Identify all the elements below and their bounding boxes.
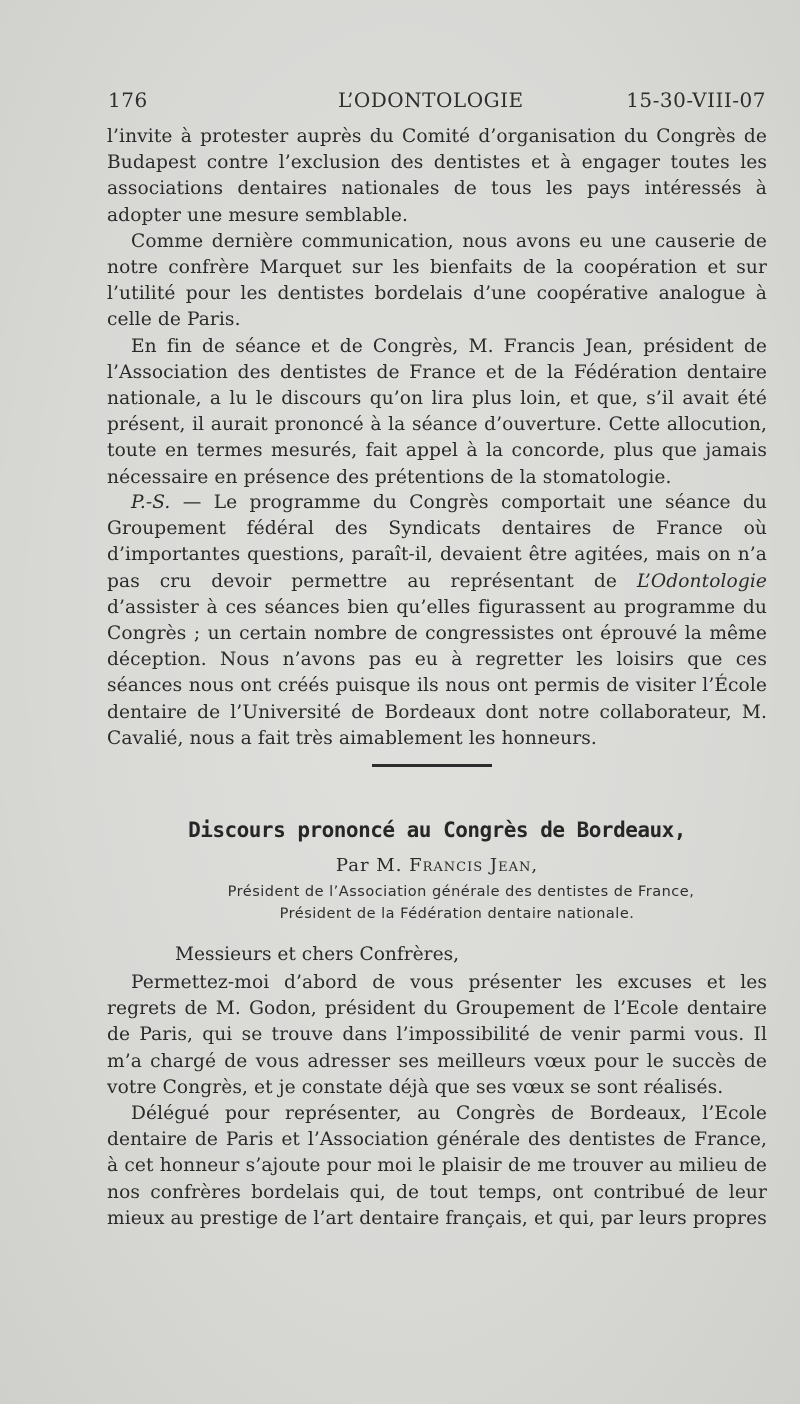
- section-divider: [372, 764, 492, 767]
- affiliation-line-1: Président de l’Association générale des dentistes de France,: [227, 884, 695, 900]
- postscript-block: [107, 490, 767, 752]
- affiliation-line-2: Président de la Fédération dentaire nationale.: [279, 906, 635, 922]
- paragraph-francis-jean: En fin de séance et de Congrès, M. Francis Jean, président de l’Association des dentistes de France et de la Fédération dentaire nationale, a lu le discours qu’on lira plus loin, et que, s’il avait été présent, il aurait prononcé à la séance d’ouverture. Cette allocution, toute en termes mesurés, fait appel à la concorde, plus que jamais nécessaire en présence des prétentions de la stomatologie.: [107, 335, 767, 488]
- page-number: 176: [108, 88, 148, 112]
- paragraph-postscript: [107, 490, 767, 752]
- byline-prefix: Par M.: [335, 855, 410, 876]
- journal-title: L’ODONTOLOGIE: [338, 88, 524, 112]
- postscript-text-b: d’assister à ces séances bien qu’elles figurassent au programme du Congrès ; un certain nombre de congressistes ont éprouvé la même déception. Nous n’avons pas eu à regretter les loisirs que ces séances nous ont créés puisque ils nous ont permis de visiter l’École dentaire de l’Université de Bordeaux dont notre collaborateur, M. Cavalié, nous a fait très aimablement les honneurs.: [107, 596, 767, 749]
- article-body-top: [107, 124, 767, 491]
- paragraph-excuses: Permettez-moi d’abord de vous présenter les excuses et les regrets de M. Godon, président du Groupement de l’Ecole dentaire de Paris, qui se trouve dans l’impossibilité de venir parmi vous. Il m’a chargé de vous adresser ses meilleurs vœux pour le succès de votre Congrès, et je constate déjà que ses vœux se sont réalisés.: [107, 972, 767, 1098]
- byline: [107, 855, 767, 876]
- paragraph-continuation: l’invite à protester auprès du Comité d’organisation du Congrès de Budapest contre l’exclusion des dentistes et à engager toutes les associations dentaires nationales de tous les pays intéressés à adopter une mesure semblable.: [107, 126, 767, 226]
- section-title: Discours prononcé au Congrès de Bordeaux,: [188, 818, 686, 842]
- postscript-label: P.-S.: [131, 492, 171, 513]
- paragraph-marquet: Comme dernière communication, nous avons eu une causerie de notre confrère Marquet sur les bienfaits de la coopération et sur l’utilité pour les dentistes bordelais d’une coopérative analogue à celle de Paris.: [107, 230, 767, 331]
- salutation: Messieurs et chers Confrères,: [175, 944, 460, 965]
- postscript-text-a: — Le programme du Congrès comportait une séance du Groupement fédéral des Syndicats dentaires de France où d’importantes questions, paraît-il, devaient être agitées, mais on n’a pas cru devoir permettre au représentant de: [107, 492, 767, 592]
- paragraph-delegue: Délégué pour représenter, au Congrès de Bordeaux, l’Ecole dentaire de Paris et l’Association générale des dentistes de France, à cet honneur s’ajoute pour moi le plaisir de me trouver au milieu de nos confrères bordelais qui, de tout temps, ont contribué de leur mieux au prestige de l’art dentaire français, et qui, par leurs propres: [107, 1103, 767, 1229]
- journal-name-italic: L’Odontologie: [636, 570, 767, 592]
- byline-name: Francis Jean,: [409, 855, 539, 876]
- speech-body: [107, 970, 767, 1232]
- issue-date: 15-30-VIII-07: [626, 88, 766, 112]
